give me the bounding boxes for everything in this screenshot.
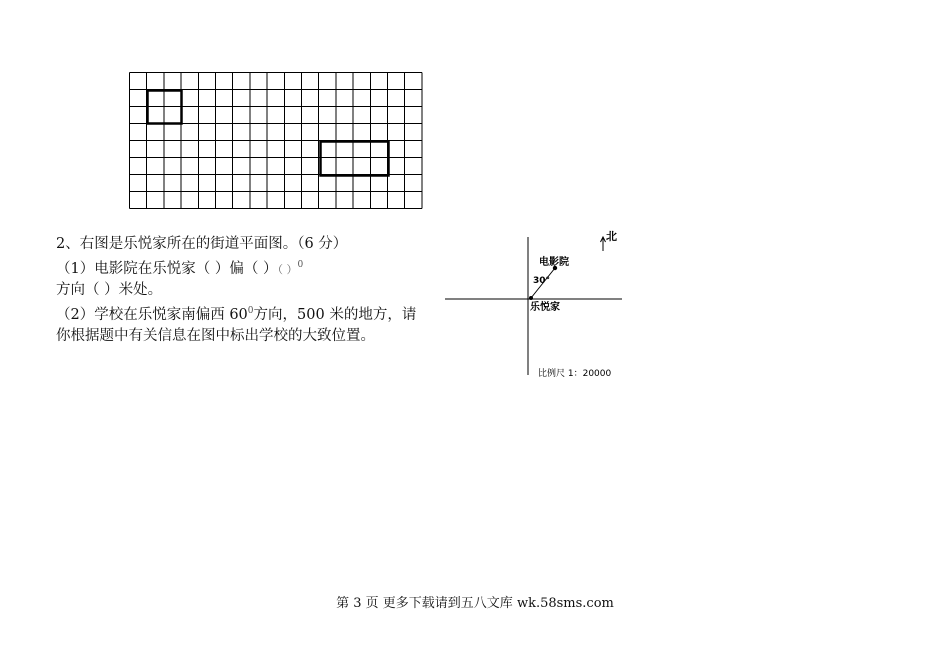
grid-figure [129,72,427,218]
part1-line2: 方向（ ）米处。 [56,282,163,298]
page-footer: 第 3 页 更多下载请到五八文库 wk.58sms.com [336,596,614,611]
home-point [529,296,533,300]
part2-text-a: （2）学校在乐悦家南偏西 60 [56,307,248,323]
home-label: 乐悦家 [530,302,560,313]
part1-blank: （ ） [277,263,298,276]
part2-line2: 你根据题中有关信息在图中标出学校的大致位置。 [56,328,375,344]
question-block [56,234,451,347]
part1-prefix: （1）电影院在乐悦家（ ）偏（ ） [56,261,278,277]
part2-text-b: 方向，500 米的地方，请 [253,307,417,323]
cinema-label: 电影院 [539,257,569,268]
question-title: 2、右图是乐悦家所在的街道平面图。（6 分） [56,236,348,252]
angle-label: 30° [533,276,551,286]
degree-mark-2: 0 [247,306,254,316]
north-label: 北 [606,230,617,243]
part2-line1 [56,301,451,326]
part1-line1 [56,255,451,280]
degree-mark: 0 [297,260,304,270]
street-map [440,225,640,385]
rectangle-shape [321,142,389,176]
scale-label: 比例尺 1：20000 [538,369,612,379]
